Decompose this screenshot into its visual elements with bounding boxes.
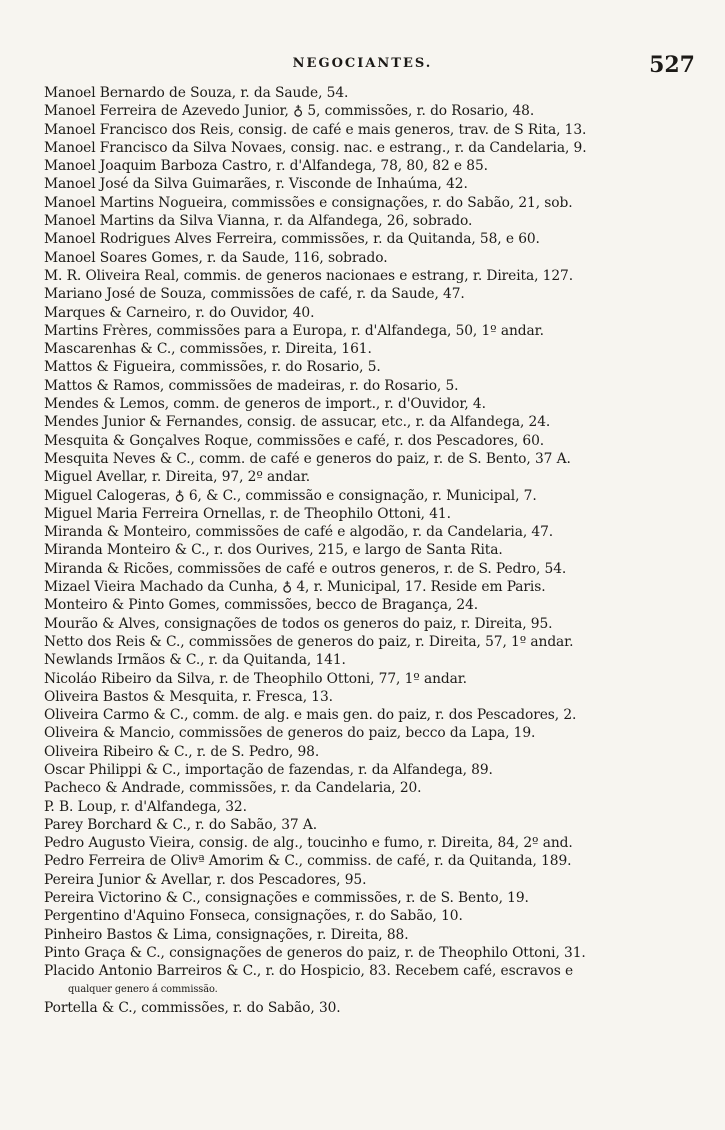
merchant-entry: Miranda Monteiro & C., r. dos Ourives, 215, e largo de Santa Rita. (44, 542, 503, 559)
merchant-entry: Manoel Francisco dos Reis, consig. de café e mais generos, trav. de S Rita, 13. (44, 121, 587, 138)
merchant-entry: Miguel Avellar, r. Direita, 97, 2º andar. (44, 469, 311, 486)
merchant-entry-continuation: qualquer genero á commissão. (68, 983, 218, 995)
merchant-entry: Mariano José de Souza, commissões de café, r. da Saude, 47. (44, 286, 465, 303)
page-number: 527 (649, 52, 695, 78)
merchant-entry: Manoel Soares Gomes, r. da Saude, 116, sobrado. (44, 249, 388, 266)
merchant-entry: Manoel Ferreira de Azevedo Junior, ♁ 5, commissões, r. do Rosario, 48. (44, 103, 535, 120)
merchant-entry: Oliveira & Mancio, commissões de generos do paiz, becco da Lapa, 19. (44, 725, 536, 742)
merchant-entry: Miranda & Monteiro, commissões de café e algodão, r. da Candelaria, 47. (44, 524, 554, 541)
running-title: NEGOCIANTES. (292, 56, 433, 71)
merchant-entry: Oscar Philippi & C., importação de fazendas, r. da Alfandega, 89. (44, 761, 493, 778)
merchant-entry: Manoel Joaquim Barboza Castro, r. d'Alfandega, 78, 80, 82 e 85. (44, 158, 488, 175)
merchant-entry: Manoel Bernardo de Souza, r. da Saude, 54. (44, 85, 349, 101)
merchant-entry: P. B. Loup, r. d'Alfandega, 32. (44, 798, 247, 815)
merchant-entry: M. R. Oliveira Real, commis. de generos nacionaes e estrang, r. Direita, 127. (44, 267, 574, 284)
merchant-entry: Pereira Junior & Avellar, r. dos Pescadores, 95. (44, 871, 367, 888)
merchant-list (44, 84, 694, 1017)
merchant-entry: Mesquita Neves & C., comm. de café e generos do paiz, r. de S. Bento, 37 A. (44, 450, 571, 467)
merchant-entry: Portella & C., commissões, r. do Sabão, 30. (44, 999, 341, 1016)
merchant-entry: Miguel Maria Ferreira Ornellas, r. de Theophilo Ottoni, 41. (44, 505, 451, 522)
merchant-entry: Mourão & Alves, consignações de todos os generos do paiz, r. Direita, 95. (44, 615, 553, 632)
merchant-entry: Oliveira Ribeiro & C., r. de S. Pedro, 98. (44, 743, 320, 760)
merchant-entry: Newlands Irmãos & C., r. da Quitanda, 141. (44, 652, 346, 669)
merchant-entry: Nicoláo Ribeiro da Silva, r. de Theophilo Ottoni, 77, 1º andar. (44, 670, 467, 687)
merchant-entry: Pacheco & Andrade, commissões, r. da Candelaria, 20. (44, 780, 422, 797)
merchant-entry: Mendes & Lemos, comm. de generos de import., r. d'Ouvidor, 4. (44, 396, 486, 413)
merchant-entry: Manoel Francisco da Silva Novaes, consig. nac. e estrang., r. da Candelaria, 9. (44, 139, 587, 156)
merchant-entry: Mascarenhas & C., commissões, r. Direita, 161. (44, 341, 372, 358)
merchant-entry: Monteiro & Pinto Gomes, commissões, becco de Bragança, 24. (44, 597, 479, 614)
merchant-entry: Pereira Victorino & C., consignações e commissões, r. de S. Bento, 19. (44, 890, 529, 907)
merchant-entry: Manoel Martins da Silva Vianna, r. da Alfandega, 26, sobrado. (44, 213, 473, 230)
merchant-entry: Martins Frères, commissões para a Europa, r. d'Alfandega, 50, 1º andar. (44, 322, 544, 339)
merchant-entry: Manoel José da Silva Guimarães, r. Visconde de Inhaúma, 42. (44, 176, 468, 193)
merchant-entry: Netto dos Reis & C., commissões de generos do paiz, r. Direita, 57, 1º andar. (44, 633, 574, 650)
merchant-entry: Oliveira Carmo & C., comm. de alg. e mais gen. do paiz, r. dos Pescadores, 2. (44, 707, 577, 724)
merchant-entry: Mendes Junior & Fernandes, consig. de assucar, etc., r. da Alfandega, 24. (44, 414, 551, 431)
merchant-entry: Miguel Calogeras, ♁ 6, & C., commissão e consignação, r. Municipal, 7. (44, 487, 537, 504)
merchant-entry: Mattos & Figueira, commissões, r. do Rosario, 5. (44, 359, 381, 376)
merchant-entry: Miranda & Ricões, commissões de café e outros generos, r. de S. Pedro, 54. (44, 560, 567, 577)
merchant-entry: Oliveira Bastos & Mesquita, r. Fresca, 13. (44, 688, 333, 705)
merchant-entry: Manoel Martins Nogueira, commissões e consignações, r. do Sabão, 21, sob. (44, 194, 573, 211)
merchant-entry: Manoel Rodrigues Alves Ferreira, commissões, r. da Quitanda, 58, e 60. (44, 231, 540, 248)
page-header (0, 52, 725, 78)
merchant-entry: Mattos & Ramos, commissões de madeiras, r. do Rosario, 5. (44, 377, 459, 394)
merchant-entry: Pergentino d'Aquino Fonseca, consignações, r. do Sabão, 10. (44, 908, 463, 925)
merchant-entry: Marques & Carneiro, r. do Ouvidor, 40. (44, 304, 315, 321)
merchant-entry: Pedro Augusto Vieira, consig. de alg., toucinho e fumo, r. Direita, 84, 2º and. (44, 835, 573, 852)
merchant-entry: Parey Borchard & C., r. do Sabão, 37 A. (44, 816, 317, 833)
merchant-entry: Pinto Graça & C., consignações de generos do paiz, r. de Theophilo Ottoni, 31. (44, 944, 586, 961)
merchant-entry: Mizael Vieira Machado da Cunha, ♁ 4, r. Municipal, 17. Reside em Paris. (44, 579, 546, 596)
merchant-entry: Pinheiro Bastos & Lima, consignações, r. Direita, 88. (44, 926, 409, 943)
merchant-entry: Pedro Ferreira de Olivª Amorim & C., commiss. de café, r. da Quitanda, 189. (44, 853, 572, 870)
merchant-entry: Mesquita & Gonçalves Roque, commissões e café, r. dos Pescadores, 60. (44, 432, 545, 449)
merchant-entry: Placido Antonio Barreiros & C., r. do Hospicio, 83. Recebem café, escravos e (44, 963, 574, 980)
